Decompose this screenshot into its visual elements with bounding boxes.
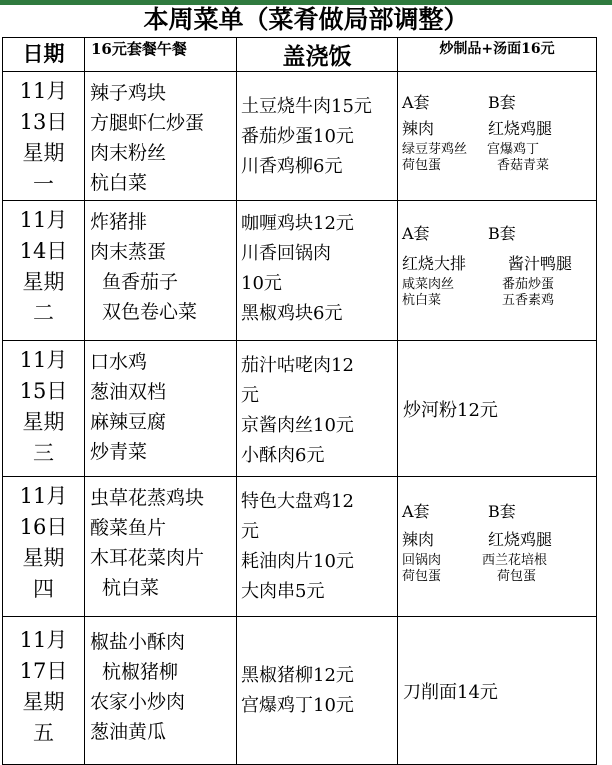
dish: 口水鸡 — [90, 351, 148, 373]
fried-cell: 炒河粉12元 — [398, 341, 597, 477]
date-line: 五 — [33, 721, 54, 745]
set-b-side: 西兰花培根 — [482, 553, 548, 568]
rice-cell — [237, 341, 398, 477]
date-cell — [3, 341, 85, 477]
dish: 肉末粉丝 — [90, 142, 167, 164]
set-meal-cell — [85, 477, 237, 617]
set-b-label: B套 — [488, 93, 516, 112]
set-b-main: 红烧鸡腿 — [488, 119, 553, 138]
rice-item: 元 — [241, 385, 259, 406]
dish: 辣子鸡块 — [90, 82, 167, 104]
rice-item: 番茄炒蛋10元 — [241, 126, 354, 147]
dish: 杭白菜 — [102, 577, 160, 599]
rice-item: 黑椒鸡块6元 — [241, 303, 343, 324]
fried-cell — [398, 477, 597, 617]
set-a-label: A套 — [402, 502, 430, 521]
rice-item: 京酱肉丝10元 — [241, 415, 354, 436]
set-b-main: 红烧鸡腿 — [488, 530, 553, 549]
rice-cell — [237, 72, 398, 201]
fried-cell: 刀削面14元 — [398, 617, 597, 765]
rice-item: 川香回锅肉 — [241, 243, 331, 264]
dish: 椒盐小酥肉 — [90, 631, 186, 653]
set-a-side: 绿豆芽鸡丝 — [402, 142, 468, 157]
weekly-menu-table — [2, 37, 597, 765]
rice-item: 黑椒猪柳12元 — [241, 664, 354, 686]
set-a-main: 辣肉 — [402, 119, 435, 138]
set-a-side: 荷包蛋 — [402, 569, 442, 584]
set-meal-cell — [85, 617, 237, 765]
date-line: 星期 — [22, 141, 65, 165]
date-line: 星期 — [22, 546, 65, 570]
dish: 酸菜鱼片 — [90, 517, 167, 539]
rice-cell — [237, 477, 398, 617]
rice-item: 宫爆鸡丁10元 — [241, 694, 354, 716]
date-line: 一 — [33, 172, 54, 196]
set-a-side: 杭白菜 — [402, 293, 442, 308]
date-line: 15日 — [19, 379, 68, 403]
set-a-side: 回锅肉 — [402, 553, 442, 568]
table-row — [3, 617, 597, 765]
set-b-side: 五香素鸡 — [502, 293, 555, 308]
rice-item: 耗油肉片10元 — [241, 551, 354, 572]
date-cell — [3, 72, 85, 201]
dish: 炸猪排 — [90, 211, 148, 233]
set-meal-cell — [85, 72, 237, 201]
date-line: 11月 — [19, 79, 68, 103]
date-line: 16日 — [19, 515, 68, 539]
menu-title: 本周菜单（菜肴做局部调整） — [143, 5, 469, 34]
rice-item: 川香鸡柳6元 — [241, 156, 343, 177]
date-line: 11月 — [19, 628, 68, 652]
header-rice: 盖浇饭 — [237, 38, 398, 72]
table-row — [3, 201, 597, 341]
rice-cell — [237, 617, 398, 765]
set-meal-cell — [85, 201, 237, 341]
rice-item: 茄汁咕咾肉12 — [241, 355, 354, 376]
set-b-side: 香菇青菜 — [497, 158, 550, 173]
date-line: 14日 — [19, 239, 68, 263]
dish: 双色卷心菜 — [102, 301, 198, 323]
set-a-label: A套 — [402, 224, 430, 243]
rice-item: 土豆烧牛肉15元 — [241, 96, 372, 117]
dish: 木耳花菜肉片 — [90, 547, 205, 569]
set-meal-cell — [85, 341, 237, 477]
dish: 农家小炒肉 — [90, 691, 186, 713]
set-a-label: A套 — [402, 93, 430, 112]
set-b-side: 宫爆鸡丁 — [487, 142, 540, 157]
set-b-main: 酱汁鸭腿 — [508, 254, 573, 273]
set-b-label: B套 — [488, 502, 516, 521]
table-row — [3, 341, 597, 477]
rice-item: 小酥肉6元 — [241, 445, 325, 466]
date-line: 四 — [33, 577, 54, 601]
set-b-side: 荷包蛋 — [497, 569, 537, 584]
dish: 鱼香茄子 — [102, 271, 179, 293]
dish: 葱油黄瓜 — [90, 721, 167, 743]
date-line: 三 — [33, 441, 54, 465]
date-line: 13日 — [19, 110, 68, 134]
date-line: 星期 — [22, 690, 65, 714]
set-b-label: B套 — [488, 224, 516, 243]
fried-cell — [398, 72, 597, 201]
rice-item: 10元 — [241, 273, 282, 294]
set-a-main: 辣肉 — [402, 530, 435, 549]
rice-item: 特色大盘鸡12 — [241, 491, 354, 512]
header-row — [3, 38, 597, 72]
dish: 肉末蒸蛋 — [90, 241, 167, 263]
date-line: 11月 — [19, 208, 68, 232]
dish: 葱油双档 — [90, 381, 167, 403]
table-row — [3, 477, 597, 617]
date-cell — [3, 477, 85, 617]
dish: 炒青菜 — [90, 441, 148, 463]
header-fried: 炒制品+汤面16元 — [398, 38, 597, 72]
rice-item: 咖喱鸡块12元 — [241, 213, 354, 234]
rice-item: 元 — [241, 521, 259, 542]
date-line: 11月 — [19, 348, 68, 372]
date-cell — [3, 617, 85, 765]
fried-cell — [398, 201, 597, 341]
date-line: 二 — [33, 301, 54, 325]
rice-item: 大肉串5元 — [241, 581, 325, 602]
dish: 方腿虾仁炒蛋 — [90, 112, 205, 134]
dish: 杭白菜 — [90, 172, 148, 194]
dish: 虫草花蒸鸡块 — [90, 487, 205, 509]
date-line: 11月 — [19, 484, 68, 508]
table-row — [3, 72, 597, 201]
date-cell — [3, 201, 85, 341]
dish: 杭椒猪柳 — [102, 661, 179, 683]
date-line: 星期 — [22, 410, 65, 434]
header-date: 日期 — [3, 38, 85, 72]
date-line: 17日 — [19, 659, 68, 683]
rice-cell — [237, 201, 398, 341]
set-a-main: 红烧大排 — [402, 254, 467, 273]
set-a-side: 咸菜肉丝 — [402, 277, 455, 292]
dish: 麻辣豆腐 — [90, 411, 167, 433]
header-set-meal: 16元套餐午餐 — [85, 38, 237, 72]
date-line: 星期 — [22, 270, 65, 294]
set-a-side: 荷包蛋 — [402, 158, 442, 173]
set-b-side: 番茄炒蛋 — [502, 277, 555, 292]
